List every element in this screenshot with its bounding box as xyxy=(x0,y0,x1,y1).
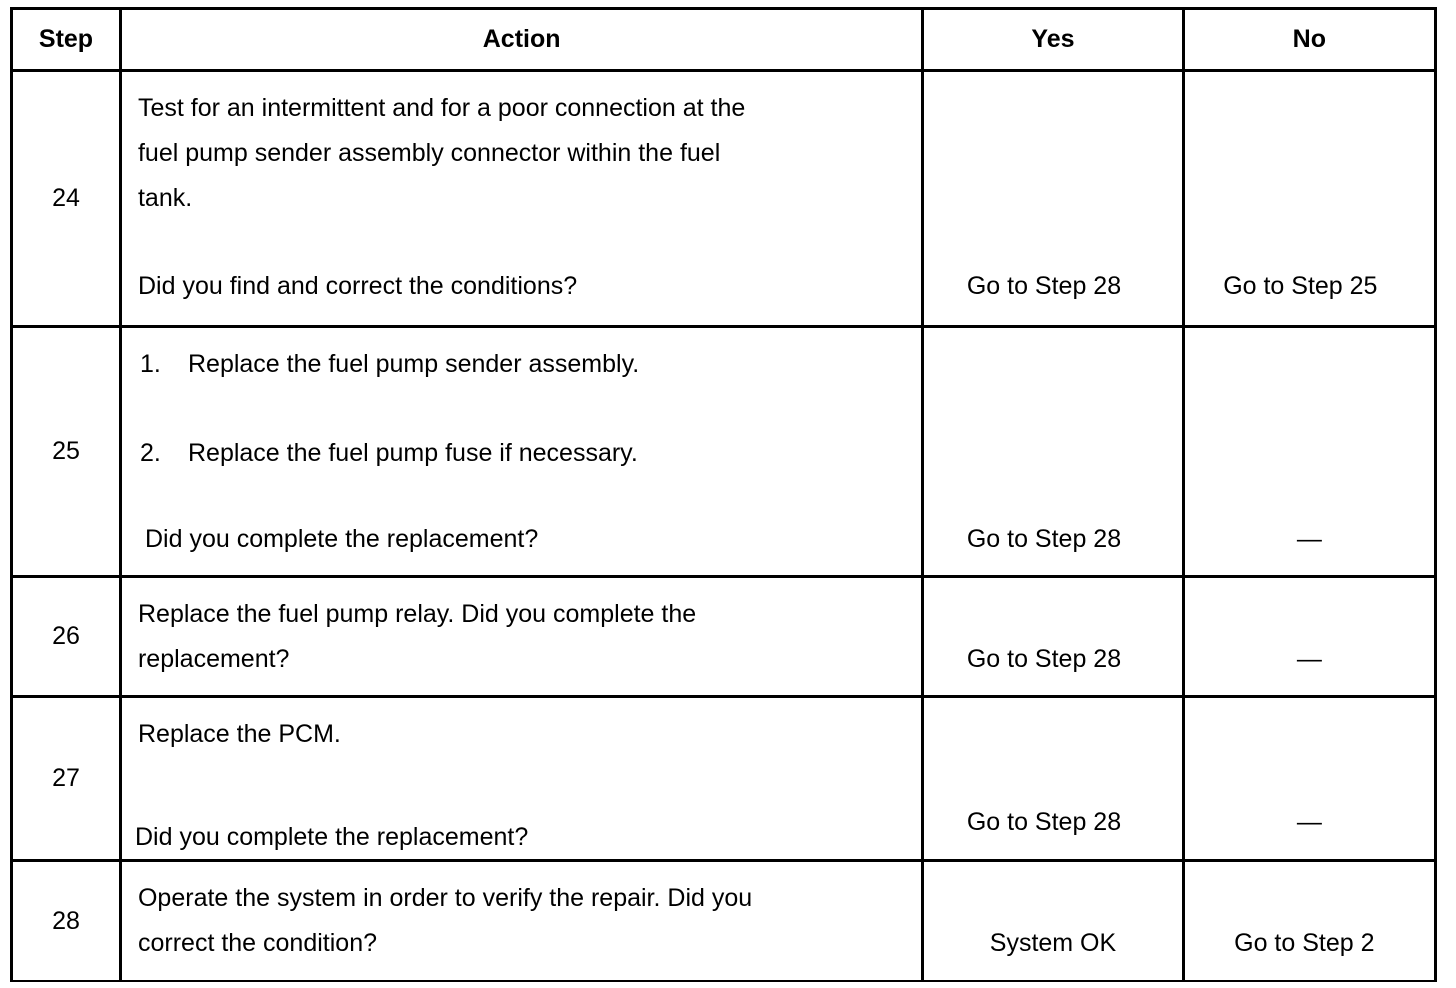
action-line: Operate the system in order to verify the repair. Did you xyxy=(137,884,753,912)
action-line: Test for an intermittent and for a poor connection at the xyxy=(137,94,746,122)
no-outcome: Go to Step 2 xyxy=(1234,929,1375,957)
yes-outcome: Go to Step 28 xyxy=(966,272,1122,300)
header-yes: Yes xyxy=(923,9,1183,71)
list-text: Replace the fuel pump sender assembly. xyxy=(187,350,640,378)
no-cell xyxy=(1183,71,1435,327)
no-cell xyxy=(1183,577,1435,697)
action-cell xyxy=(120,71,922,327)
action-line: tank. xyxy=(137,184,193,212)
action-cell xyxy=(120,327,922,577)
step-number: 26 xyxy=(12,577,121,697)
action-cell xyxy=(120,577,922,697)
step-number: 27 xyxy=(12,697,121,861)
no-outcome: — xyxy=(1296,645,1322,673)
yes-cell xyxy=(923,697,1183,861)
table-row-step-24 xyxy=(12,71,1436,327)
list-number: 1. xyxy=(139,350,161,378)
action-line: Replace the PCM. xyxy=(137,720,341,748)
action-cell xyxy=(120,697,922,861)
yes-cell xyxy=(923,71,1183,327)
header-step: Step xyxy=(12,9,121,71)
action-question: Did you complete the replacement? xyxy=(134,823,529,851)
table-row-step-26 xyxy=(12,577,1436,697)
action-line: correct the condition? xyxy=(137,929,378,957)
yes-cell xyxy=(923,861,1183,982)
header-row xyxy=(12,9,1436,71)
no-outcome: — xyxy=(1296,808,1322,836)
diagnostic-table xyxy=(10,7,1437,982)
action-line: replacement? xyxy=(137,645,290,673)
header-action: Action xyxy=(120,9,922,71)
yes-outcome: Go to Step 28 xyxy=(966,645,1122,673)
yes-cell xyxy=(923,577,1183,697)
action-list-item xyxy=(140,342,639,387)
action-cell xyxy=(120,861,922,982)
action-question: Did you complete the replacement? xyxy=(144,525,539,553)
no-cell xyxy=(1183,697,1435,861)
no-cell xyxy=(1183,327,1435,577)
yes-outcome: Go to Step 28 xyxy=(966,525,1122,553)
table-row-step-28 xyxy=(12,861,1436,982)
step-number: 28 xyxy=(12,861,121,982)
list-text: Replace the fuel pump fuse if necessary. xyxy=(187,439,638,467)
no-outcome: — xyxy=(1296,525,1322,553)
table-row-step-25 xyxy=(12,327,1436,577)
diagnostic-table-frame xyxy=(10,7,1437,982)
action-line: Replace the fuel pump relay. Did you complete the xyxy=(137,600,697,628)
action-question: Did you find and correct the conditions? xyxy=(137,272,578,300)
action-line: fuel pump sender assembly connector within the fuel xyxy=(137,139,721,167)
table-row-step-27 xyxy=(12,697,1436,861)
step-number: 25 xyxy=(12,327,121,577)
yes-cell xyxy=(923,327,1183,577)
list-number: 2. xyxy=(139,439,161,467)
no-cell xyxy=(1183,861,1435,982)
header-no: No xyxy=(1183,9,1435,71)
yes-outcome: Go to Step 28 xyxy=(966,808,1122,836)
action-list-item xyxy=(140,431,638,476)
no-outcome: Go to Step 25 xyxy=(1223,272,1378,300)
yes-outcome: System OK xyxy=(989,929,1117,957)
step-number: 24 xyxy=(12,71,121,327)
